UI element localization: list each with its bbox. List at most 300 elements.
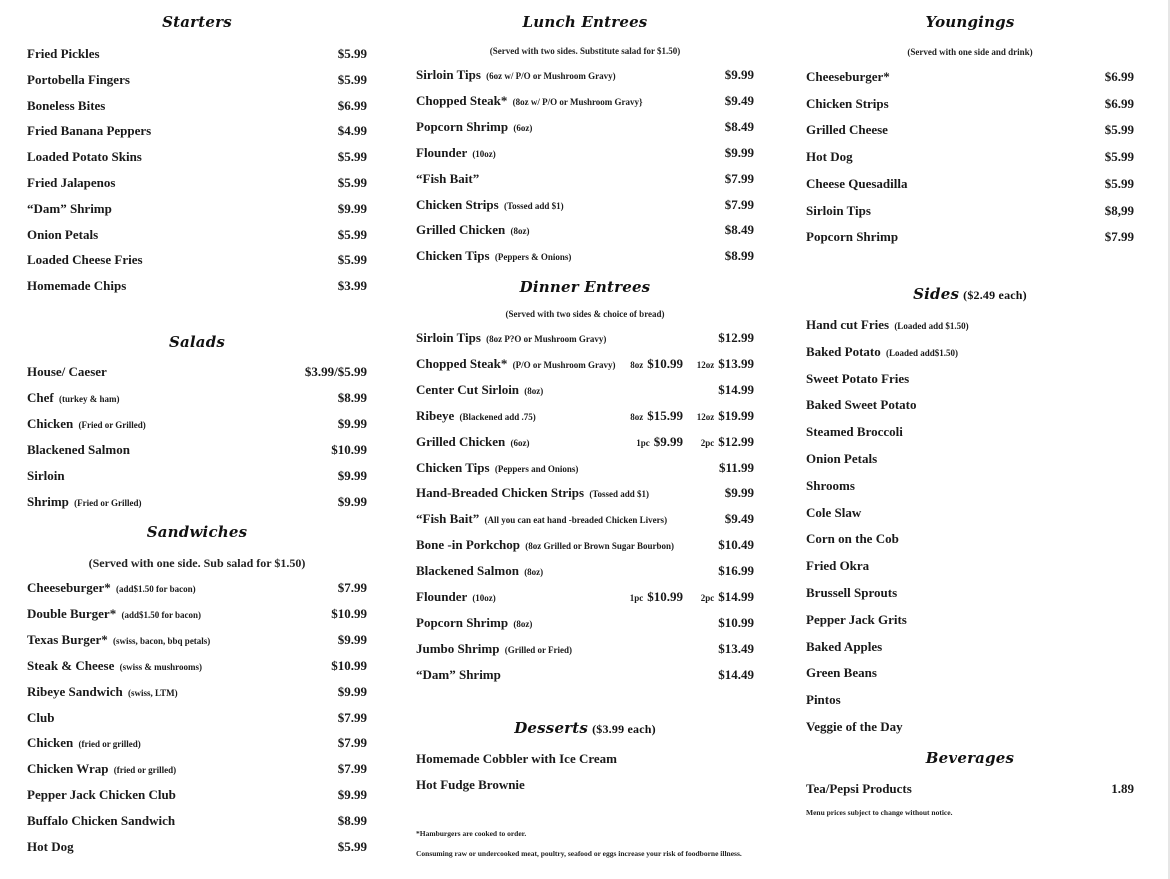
price-disclaimer: Menu prices subject to change without notice. <box>806 808 953 817</box>
item-name-text: Grilled Chicken <box>416 433 506 449</box>
menu-item-ribeye-sandwich <box>27 683 367 701</box>
item-name-text: Chicken Wrap <box>27 761 109 777</box>
menu-item-name <box>27 277 126 295</box>
menu-item-name <box>27 734 141 753</box>
menu-item-chopped-steak <box>416 92 754 110</box>
menu-item-dam-shrimp <box>416 666 754 684</box>
item-name-text: Steamed Broccoli <box>806 424 903 440</box>
menu-item-name <box>27 200 112 218</box>
menu-item-sirloin-tips <box>806 202 1134 220</box>
item-name-text: Texas Burger* <box>27 631 108 647</box>
price-value: $13.99 <box>718 355 754 371</box>
menu-item-blackened-salmon <box>416 562 754 580</box>
item-name-text: Bone -in Porkchop <box>416 537 521 553</box>
item-description: (8oz P?O or Mushroom Gravy) <box>486 334 607 344</box>
menu-item-name <box>27 415 146 434</box>
item-name-text: “Fish Bait” <box>416 511 480 527</box>
menu-item-name <box>416 247 571 266</box>
item-name-text: Homemade Chips <box>27 278 127 294</box>
price-value: $9.99 <box>337 200 367 216</box>
item-name-text: “Fish Bait” <box>416 170 480 186</box>
menu-item-name <box>27 683 178 702</box>
price-value: $7.99 <box>337 761 367 777</box>
menu-item-flounder <box>416 144 754 162</box>
menu-item-hot-dog <box>806 148 1134 166</box>
menu-item-loaded-cheese-fries <box>27 251 367 269</box>
item-name-text: Club <box>27 709 55 725</box>
item-name-text: Double Burger* <box>27 605 117 621</box>
menu-item-onion-petals <box>806 450 1134 468</box>
item-price <box>338 148 367 166</box>
item-price <box>718 329 754 347</box>
menu-item-name <box>806 148 853 166</box>
menu-item-baked-sweet-potato <box>806 396 1134 414</box>
sides-heading <box>806 285 1134 303</box>
menu-item-double-burger <box>27 605 367 623</box>
menu-item-name <box>416 562 543 581</box>
item-description: (8oz) <box>510 226 530 237</box>
price-value: $8.49 <box>724 118 754 134</box>
menu-item-pintos <box>806 691 1134 709</box>
item-name-text: Onion Petals <box>806 451 878 466</box>
price-value: $8,99 <box>1104 202 1134 218</box>
desserts-heading <box>416 719 754 737</box>
menu-item-fried-jalapenos <box>27 174 367 192</box>
lunch-entrees-note: (Served with two sides. Substitute salad for $1.50) <box>489 46 681 56</box>
price-value: $14.99 <box>718 589 754 604</box>
item-name-text: Sirloin Tips <box>806 202 871 218</box>
menu-item-name <box>806 664 877 682</box>
item-price <box>1105 95 1134 113</box>
desserts-price-note: ($3.99 each) <box>592 722 656 736</box>
item-price <box>725 247 754 265</box>
item-name-text: Popcorn Shrimp <box>416 118 509 134</box>
item-description: (8oz) <box>524 385 544 396</box>
item-name-text: Shrimp <box>27 494 69 509</box>
price-value: $6.99 <box>1104 95 1134 111</box>
item-name-text: Blackened Salmon <box>416 563 519 579</box>
price-value: $4.99 <box>337 123 367 139</box>
price-value: $9.99 <box>337 468 367 483</box>
item-name-text: Chef <box>27 390 54 405</box>
menu-item-name <box>806 477 855 495</box>
item-price <box>338 709 367 727</box>
item-price <box>718 666 754 684</box>
item-name-text: Pepper Jack Grits <box>806 611 907 627</box>
menu-item-name <box>806 718 903 736</box>
menu-item-popcorn-shrimp <box>416 614 754 632</box>
menu-item-name <box>416 750 617 768</box>
menu-item-name <box>806 370 909 388</box>
menu-item-name <box>416 640 572 659</box>
salads-heading: Salads <box>168 333 226 351</box>
menu-item-name <box>27 122 151 140</box>
menu-item-name <box>27 251 143 269</box>
item-name-text: Homemade Cobbler with Ice Cream <box>416 751 617 766</box>
menu-item-name <box>806 316 969 335</box>
price-value: $10.49 <box>718 537 754 553</box>
menu-item-grilled-chicken <box>416 433 754 451</box>
item-name-text: Hot Fudge Brownie <box>416 777 525 792</box>
menu-item-popcorn-shrimp <box>416 118 754 136</box>
menu-item-grilled-cheese <box>806 121 1134 139</box>
item-name-text: Chicken <box>27 735 74 751</box>
menu-item-cole-slaw <box>806 504 1134 522</box>
item-price <box>1105 68 1134 86</box>
price-value: $5.99 <box>337 149 367 165</box>
price-value: $6.99 <box>1104 69 1134 84</box>
menu-item-name <box>416 329 606 348</box>
menu-item-name <box>806 423 903 441</box>
item-name-text: Cole Slaw <box>806 504 862 520</box>
menu-item-name <box>806 343 958 362</box>
item-name-text: Chicken Tips <box>416 248 490 264</box>
menu-item-hot-fudge-brownie <box>416 776 754 794</box>
item-price <box>331 441 367 459</box>
menu-item-sirloin <box>27 467 367 485</box>
item-price <box>331 657 367 675</box>
item-name-text: House/ Caeser <box>27 364 107 379</box>
item-description: (Tossed add $1) <box>503 200 564 211</box>
price-value: $9.99 <box>337 683 367 699</box>
option-price-value: $15.99 <box>647 407 683 423</box>
item-price <box>338 389 367 407</box>
item-name-text: Hand cut Fries <box>806 317 890 332</box>
menu-item-name <box>806 584 897 602</box>
item-name-text: Flounder <box>416 589 468 604</box>
item-description: (swiss & mushrooms) <box>119 661 202 672</box>
menu-item-sirloin-tips <box>416 329 754 347</box>
item-option-price <box>630 588 683 607</box>
menu-item-name <box>416 484 649 503</box>
price-value: $5.99 <box>337 175 367 190</box>
menu-item-name <box>27 389 119 408</box>
footnote-hamburgers: *Hamburgers are cooked to order. <box>416 829 527 838</box>
menu-item-name <box>27 579 196 598</box>
item-description: (8oz) <box>524 567 544 578</box>
price-size-label: 2pc <box>700 593 715 603</box>
item-price <box>338 45 367 63</box>
menu-item-house-caeser <box>27 363 367 381</box>
menu-item-onion-petals <box>27 226 367 244</box>
menu-item-name <box>27 97 105 115</box>
item-price <box>338 838 367 856</box>
menu-item-name <box>27 226 98 244</box>
menu-item-corn-on-the-cob <box>806 530 1134 548</box>
item-description: (8oz w/ P/O or Mushroom Gravy} <box>512 96 643 107</box>
menu-item-chicken-tips <box>416 247 754 265</box>
item-name-text: Chopped Steak* <box>416 92 508 108</box>
option-price-value: $10.99 <box>647 589 683 604</box>
item-price <box>338 200 367 218</box>
price-value: $14.49 <box>718 666 754 682</box>
item-name-text: Baked Sweet Potato <box>806 397 917 413</box>
menu-item-fried-banana-peppers <box>27 122 367 140</box>
menu-item-name <box>806 202 871 220</box>
item-price <box>718 536 754 554</box>
item-price <box>331 605 367 623</box>
menu-item-fish-bait <box>416 170 754 188</box>
item-price <box>338 786 367 804</box>
price-value: $8.99 <box>337 390 367 405</box>
item-name-text: Chicken Strips <box>416 196 499 212</box>
item-option-price <box>630 355 683 374</box>
menu-item-name <box>416 588 496 607</box>
item-price <box>718 614 754 632</box>
menu-item-name <box>416 459 578 478</box>
menu-item-steamed-broccoli <box>806 423 1134 441</box>
item-name-text: Ribeye Sandwich <box>27 683 123 699</box>
menu-item-name <box>806 450 877 468</box>
price-size-label: 2pc <box>700 437 715 448</box>
item-price <box>305 363 367 381</box>
sandwiches-note: (Served with one side. Sub salad for $1.50) <box>88 556 306 570</box>
item-price <box>718 381 754 399</box>
left-column <box>27 0 367 879</box>
item-name-text: Jumbo Shrimp <box>416 640 500 656</box>
item-price <box>697 407 754 426</box>
price-value: $6.99 <box>337 97 367 113</box>
menu-item-steak-cheese <box>27 657 367 675</box>
menu-item-buffalo-chicken-sandwich <box>27 812 367 830</box>
menu-item-name <box>416 407 536 426</box>
price-value: $13.49 <box>718 640 754 656</box>
menu-item-cheeseburger <box>806 68 1134 86</box>
menu-item-name <box>416 66 616 85</box>
price-value: $7.99 <box>337 735 367 751</box>
item-price <box>1105 121 1134 139</box>
item-name-text: “Dam” Shrimp <box>27 200 112 216</box>
menu-item-veggie-of-the-day <box>806 718 1134 736</box>
menu-item-chicken <box>27 415 367 433</box>
item-option-price <box>636 433 683 452</box>
menu-item-hand-breaded-chicken-strips <box>416 484 754 502</box>
item-price <box>725 118 754 136</box>
item-name-text: Baked Potato <box>806 343 881 359</box>
item-description: (Fried or Grilled) <box>74 498 142 508</box>
right-column <box>806 0 1134 879</box>
menu-item-name <box>27 441 130 459</box>
item-description: (Peppers & Onions) <box>494 252 572 263</box>
price-value: $9.99 <box>337 494 367 509</box>
item-price <box>701 588 754 607</box>
item-description: (6oz) <box>510 437 530 448</box>
menu-item-name <box>806 95 889 113</box>
item-name-text: Hot Dog <box>806 149 853 165</box>
menu-item-cheeseburger <box>27 579 367 597</box>
price-value: $7.99 <box>337 580 367 595</box>
price-value: $9.99 <box>724 485 754 501</box>
menu-item-name <box>806 780 912 798</box>
item-price <box>338 631 367 649</box>
item-description: (P/O or Mushroom Gravy) <box>512 359 616 370</box>
menu-item-cheese-quesadilla <box>806 175 1134 193</box>
item-price <box>718 640 754 658</box>
item-name-text: Chopped Steak* <box>416 355 508 371</box>
item-description: (fried or grilled) <box>113 765 177 776</box>
item-price <box>725 484 754 502</box>
item-price <box>338 579 367 597</box>
option-price-value: $9.99 <box>653 433 683 449</box>
menu-item-name <box>416 196 564 215</box>
menu-item-name <box>416 118 532 137</box>
item-option-price <box>630 407 683 426</box>
item-price <box>338 734 367 752</box>
menu-item-name <box>27 812 175 830</box>
price-value: $9.99 <box>337 787 367 803</box>
item-price <box>338 71 367 89</box>
menu-item-bone-in-porkchop <box>416 536 754 554</box>
item-price <box>725 510 754 528</box>
menu-item-name <box>416 221 529 240</box>
price-value: $9.99 <box>724 67 754 82</box>
price-value: $9.49 <box>724 92 754 108</box>
item-name-text: Blackened Salmon <box>27 442 130 457</box>
menu-item-name <box>27 148 142 166</box>
menu-item-name <box>416 666 501 684</box>
item-description: (6oz w/ P/O or Mushroom Gravy) <box>486 71 616 81</box>
menu-item-club <box>27 709 367 727</box>
menu-item-center-cut-sirloin <box>416 381 754 399</box>
menu-item-sweet-potato-fries <box>806 370 1134 388</box>
beverages-heading: Beverages <box>925 749 1015 767</box>
menu-item-jumbo-shrimp <box>416 640 754 658</box>
price-value: $5.99 <box>337 71 367 87</box>
menu-item-baked-potato <box>806 343 1134 361</box>
item-price <box>725 144 754 162</box>
menu-item-name <box>27 631 210 650</box>
price-value: $5.99 <box>337 226 367 242</box>
item-name-text: Popcorn Shrimp <box>806 229 899 245</box>
item-name-text: Fried Jalapenos <box>27 175 116 190</box>
price-value: $19.99 <box>718 407 754 423</box>
item-name-text: Chicken Strips <box>806 95 889 111</box>
menu-item-ribeye <box>416 407 754 425</box>
menu-item-fish-bait <box>416 510 754 528</box>
price-value: $5.99 <box>337 46 367 61</box>
price-value: $12.99 <box>718 433 754 449</box>
item-name-text: Green Beans <box>806 665 877 681</box>
menu-item-name <box>416 536 674 555</box>
item-name-text: Pintos <box>806 692 841 708</box>
menu-item-name <box>416 381 543 400</box>
price-value: $7.99 <box>724 196 754 212</box>
menu-item-name <box>27 174 115 192</box>
option-price-value: $10.99 <box>647 355 683 371</box>
lunch-entrees-heading: Lunch Entrees <box>522 13 648 31</box>
menu-item-green-beans <box>806 664 1134 682</box>
option-size-label: 8oz <box>630 411 644 422</box>
price-value: 1.89 <box>1111 781 1134 796</box>
price-value: $8.49 <box>724 222 754 238</box>
menu-item-chicken-tips <box>416 459 754 477</box>
footnote-foodborne-illness: Consuming raw or undercooked meat, poultry, seafood or eggs increase your risk of foodborne illness. <box>416 849 742 858</box>
menu-item-pepper-jack-grits <box>806 611 1134 629</box>
item-price <box>338 174 367 192</box>
menu-item-texas-burger <box>27 631 367 649</box>
item-name-text: Popcorn Shrimp <box>416 614 509 630</box>
menu-item-name <box>27 657 202 676</box>
menu-item-name <box>27 760 176 779</box>
menu-item-name <box>806 557 869 575</box>
item-name-text: Onion Petals <box>27 226 99 242</box>
item-name-text: Pepper Jack Chicken Club <box>27 787 176 803</box>
item-price <box>725 170 754 188</box>
item-name-text: Ribeye <box>416 407 455 423</box>
price-value: $10.99 <box>718 614 754 630</box>
sides-title: Sides <box>913 285 960 303</box>
item-description: (10oz) <box>472 593 496 603</box>
item-description: (Peppers and Onions) <box>494 463 579 474</box>
price-value: $9.99 <box>724 144 754 160</box>
item-price <box>697 355 754 374</box>
item-price <box>701 433 754 452</box>
item-name-text: Hot Dog <box>27 839 74 854</box>
menu-item-fried-okra <box>806 557 1134 575</box>
desserts-title: Desserts <box>514 719 589 737</box>
price-value: $9.99 <box>337 631 367 647</box>
menu-item-shrooms <box>806 477 1134 495</box>
item-name-text: Shrooms <box>806 477 855 493</box>
menu-item-chicken-strips <box>416 196 754 214</box>
item-name-text: Grilled Chicken <box>416 222 506 238</box>
item-price <box>338 251 367 269</box>
price-value: $5.99 <box>337 252 367 268</box>
menu-item-name <box>27 493 141 512</box>
item-price <box>719 459 754 477</box>
menu-item-name <box>27 838 74 856</box>
item-description: (Grilled or Fried) <box>504 644 573 655</box>
menu-item-dam-shrimp <box>27 200 367 218</box>
item-price <box>338 97 367 115</box>
item-description: (add$1.50 for bacon) <box>121 609 202 620</box>
item-price <box>338 277 367 295</box>
price-value: $8.99 <box>337 813 367 829</box>
price-value: $7.99 <box>337 709 367 725</box>
menu-item-name <box>806 504 861 522</box>
menu-item-baked-apples <box>806 638 1134 656</box>
menu-item-fried-pickles <box>27 45 367 63</box>
sides-price-note: ($2.49 each) <box>963 288 1027 302</box>
price-value: $7.99 <box>1104 229 1134 245</box>
menu-item-name <box>806 530 899 548</box>
menu-item-name <box>806 396 917 414</box>
item-name-text: Hand-Breaded Chicken Strips <box>416 485 585 501</box>
dinner-entrees-note: (Served with two sides & choice of bread) <box>505 309 665 319</box>
menu-item-boneless-bites <box>27 97 367 115</box>
menu-item-name <box>416 614 532 633</box>
item-description: (8oz) <box>513 618 533 629</box>
item-price <box>1105 148 1134 166</box>
menu-item-sirloin-tips <box>416 66 754 84</box>
item-name-text: Loaded Potato Skins <box>27 149 142 165</box>
menu-item-hand-cut-fries <box>806 316 1134 334</box>
menu-item-name <box>27 467 65 485</box>
price-value: $10.99 <box>331 657 367 673</box>
menu-item-grilled-chicken <box>416 221 754 239</box>
price-value: $12.99 <box>718 330 754 345</box>
menu-item-name <box>806 121 888 139</box>
youngings-note: (Served with one side and drink) <box>907 47 1033 57</box>
menu-item-pepper-jack-chicken-club <box>27 786 367 804</box>
item-name-text: “Dam” Shrimp <box>416 666 501 682</box>
menu-item-name <box>416 170 479 188</box>
price-size-label: 12oz <box>696 411 715 422</box>
price-value: $5.99 <box>1104 175 1134 191</box>
item-price <box>338 226 367 244</box>
price-value: $8.99 <box>724 248 754 264</box>
menu-item-shrimp <box>27 493 367 511</box>
